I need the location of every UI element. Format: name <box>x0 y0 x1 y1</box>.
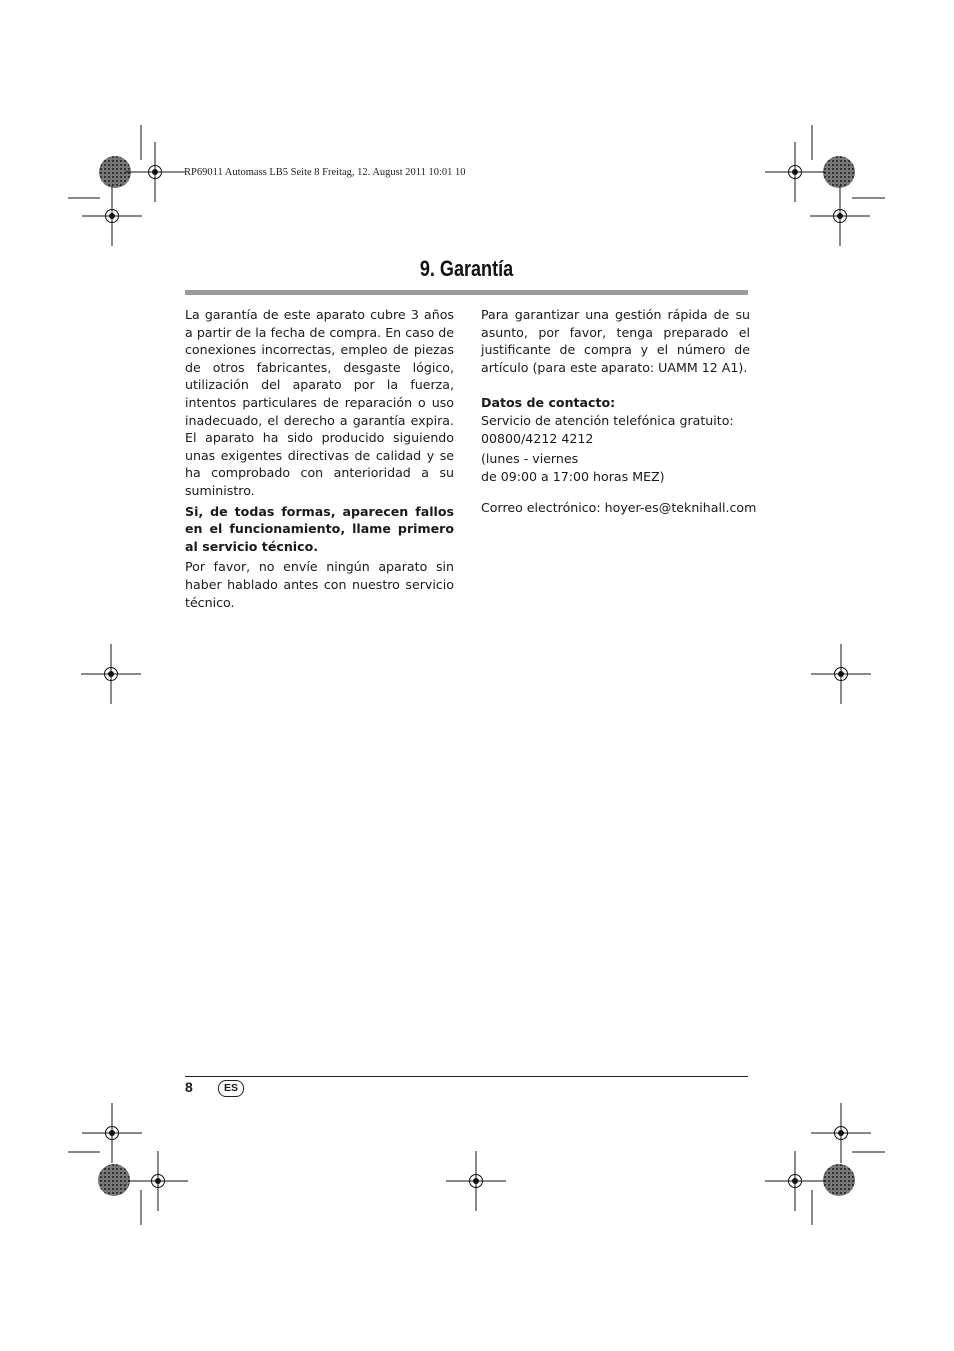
hours-days: (lunes - viernes <box>481 451 579 467</box>
right-column <box>481 306 757 517</box>
starburst-icon <box>98 1164 130 1196</box>
page-number: 8 <box>185 1079 193 1095</box>
starburst-icon <box>823 1164 855 1196</box>
footer-rule <box>185 1076 748 1077</box>
email-address: Correo electrónico: hoyer-es@teknihall.com <box>481 500 757 516</box>
page-title: 9. Garantía <box>419 256 514 281</box>
language-badge: ES <box>218 1080 244 1097</box>
processing-paragraph: Para garantizar una gestión rápida de su asunto, por favor, tenga preparado el justificante de compra y el número de artículo (para este aparato: UAMM 12 A1). <box>481 307 750 375</box>
print-slug: RP69011 Automass LB5 Seite 8 Freitag, 12. August 2011 10:01 10 <box>184 167 466 178</box>
left-column <box>185 306 454 611</box>
hours-time: de 09:00 a 17:00 horas MEZ) <box>481 468 665 484</box>
title-underline <box>185 290 748 295</box>
phone-number: 00800/4212 4212 <box>481 430 594 446</box>
service-notice: Si, de todas formas, aparecen fallos en el funcionamiento, llame primero al servicio técnico. <box>185 503 454 554</box>
service-label: Servicio de atención telefónica gratuito: <box>481 412 734 428</box>
shipping-notice: Por favor, no envíe ningún aparato sin haber hablado antes con nuestro servicio técnico. <box>185 559 454 610</box>
warranty-paragraph: La garantía de este aparato cubre 3 años a partir de la fecha de compra. En caso de conexiones incorrectas, empleo de piezas de otros fabricantes, desgaste lógico, utilización del aparato por la fuerza, intentos particulares de reparación o uso inadecuado, el derecho a garantía expira. El aparato ha sido producido siguiendo unas exigentes directivas de calidad y se ha comprobado con anterioridad a su suministro. <box>185 307 454 498</box>
starburst-icon <box>823 156 855 188</box>
contact-heading: Datos de contacto: <box>481 395 616 411</box>
